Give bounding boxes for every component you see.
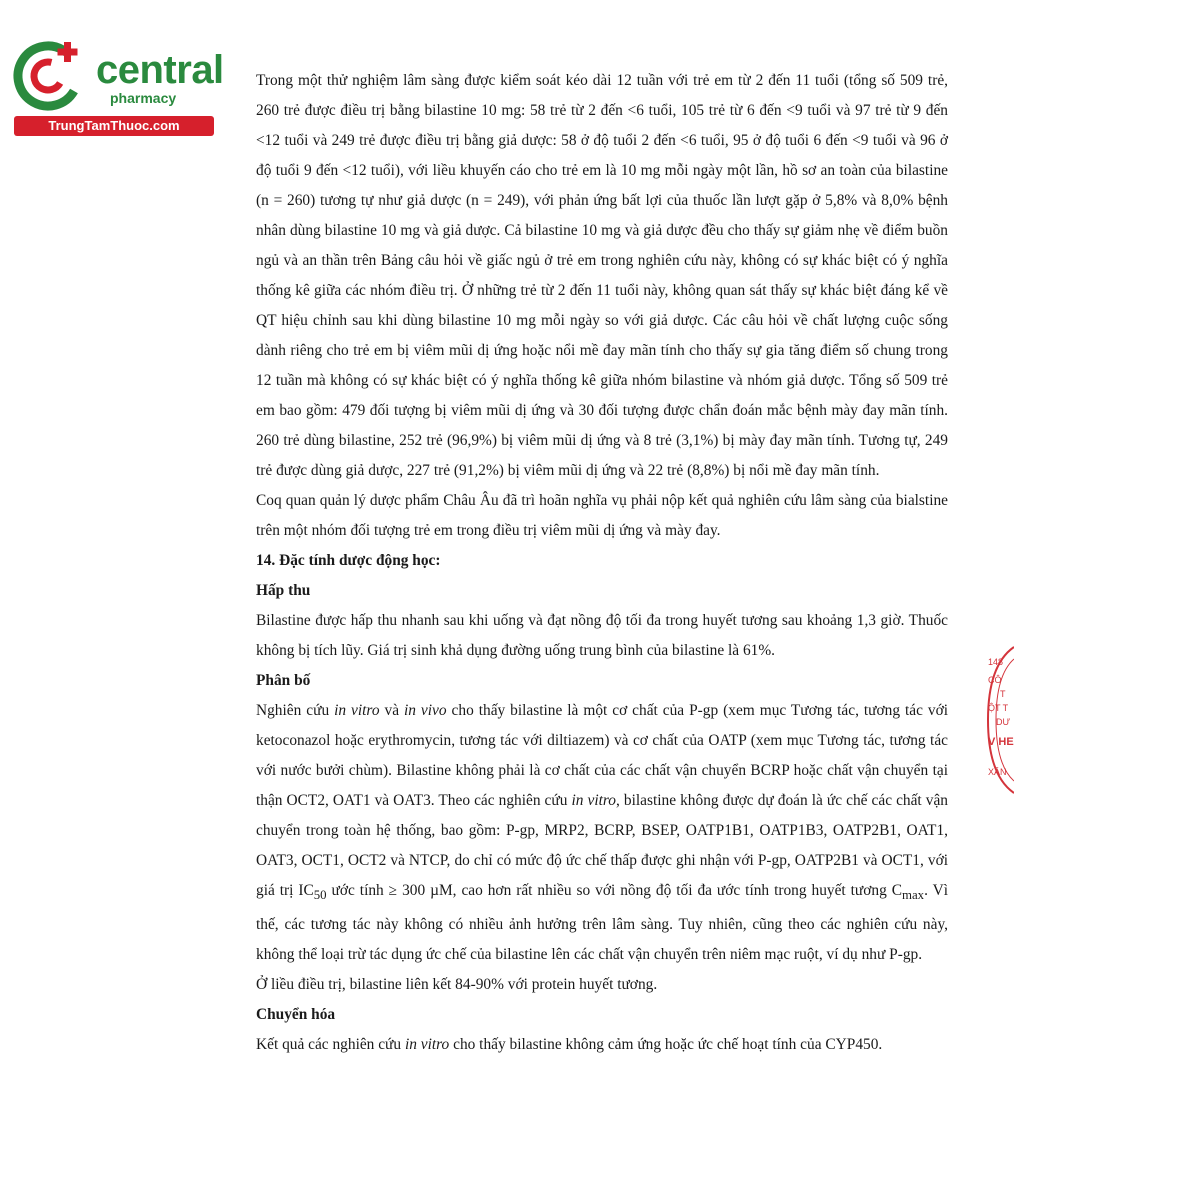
logo-brand-name: central (96, 48, 224, 92)
subheading-absorption: Hấp thu (256, 582, 311, 599)
stamp-text: V HE (988, 736, 1014, 748)
section-heading-pharmacokinetics: 14. Đặc tính dược động học: (256, 552, 441, 569)
italic-term: in vitro (334, 702, 380, 719)
text-run: cho thấy bilastine là một cơ chất của P-gp (xem mục Tương tác, tương tác với ketoconazol hoặc erythromycin, tương tác với diltiazem) và cơ chất của OATP (xem mục Tương tác, tương tác với nước bưởi chùm). Bilastine không phải là cơ chất của các chất vận chuyển BCRP hoặc chất vận chuyển tại thận OCT2, OAT1 và OAT3. Theo các nghiên cứu (256, 702, 948, 809)
italic-term: in vitro (404, 1036, 450, 1054)
paragraph-distribution (256, 696, 948, 970)
paragraph-pediatric-trial: Trong một thử nghiệm lâm sàng được kiểm soát kéo dài 12 tuần với trẻ em từ 2 đến 11 tuổi (tổng số 509 trẻ, 260 trẻ được điều trị bằng bilastine 10 mg: 58 trẻ từ 2 đến <6 tuổi, 105 trẻ từ 6 đến <9 tuổi và 97 trẻ từ 9 đến <12 tuổi và 249 trẻ được điều trị bằng giả dược: 58 ở độ tuổi 2 đến <6 tuổi, 95 ở độ tuổi 6 đến <9 tuổi và 96 ở độ tuổi 9 đến <12 tuổi), với liều khuyến cáo cho trẻ em là 10 mg mỗi ngày một lần, hồ sơ an toàn của bilastine (n = 260) tương tự như giả dược (n = 249), với phản ứng bất lợi của thuốc lần lượt gặp ở 5,8% và 8,0% bệnh nhân dùng bilastine 10 mg và giả dược. Cả bilastine 10 mg và giả dược đều cho thấy sự giảm nhẹ về điểm buồn ngủ và an thần trên Bảng câu hỏi về giấc ngủ ở trẻ em trong nghiên cứu này, không có sự khác biệt có ý nghĩa thống kê giữa các nhóm điều trị. Ở những trẻ từ 2 đến 11 tuổi này, không quan sát thấy sự khác biệt đáng kể về QT hiệu chỉnh sau khi dùng bilastine 10 mg mỗi ngày so với giả dược. Các câu hỏi về chất lượng cuộc sống dành riêng cho trẻ em bị viêm mũi dị ứng hoặc nổi mề đay mãn tính cho thấy sự gia tăng điểm số chung trong 12 tuần mà không có sự khác biệt có ý nghĩa thống kê giữa nhóm bilastine và nhóm giả dược. Tổng số 509 trẻ em bao gồm: 479 đối tượng bị viêm mũi dị ứng và 30 đối tượng được chẩn đoán mắc bệnh mày đay mãn tính. 260 trẻ dùng bilastine, 252 trẻ (96,9%) bị viêm mũi dị ứng và 8 trẻ (3,1%) bị mày đay mãn tính. Tương tự, 249 trẻ được dùng giả dược, 227 trẻ (91,2%) bị viêm mũi dị ứng và 22 trẻ (8,8%) bị nổi mề đay mãn tính. (256, 72, 948, 479)
italic-term: in vitro (571, 792, 617, 809)
paragraph-absorption: Bilastine được hấp thu nhanh sau khi uống và đạt nồng độ tối đa trong huyết tương sau khoảng 1,3 giờ. Thuốc không bị tích lũy. Giá trị sinh khả dụng đường uống trung bình của bilastine là 61%. (256, 612, 948, 659)
paragraph-ema-deferral: Coq quan quản lý dược phẩm Châu Âu đã trì hoãn nghĩa vụ phải nộp kết quả nghiên cứu lâm sàng của bialstine trên một nhóm đối tượng trẻ em trong điều trị viêm mũi dị ứng và mày đay. (256, 492, 948, 539)
subheading-distribution: Phân bố (256, 672, 311, 689)
text-run: . Vì thế, các tương tác này không có nhiều ảnh hưởng trên lâm sàng. Tuy nhiên, cũng theo các nghiên cứu này, không thể loại trừ tác dụng ức chế của bilastine lên các chất vận chuyển trên niêm mạc ruột, ví dụ như P-gp. (256, 882, 948, 964)
document-body (256, 66, 948, 1060)
stamp-text: CÔ (988, 675, 1002, 685)
text-run: và (379, 702, 404, 719)
italic-term: in vivo (404, 702, 447, 719)
stamp-text: 148 (988, 657, 1004, 667)
subscript: 50 (313, 888, 327, 903)
logo-mark-icon (10, 36, 94, 114)
red-stamp-fragment (984, 645, 1014, 795)
logo-website-link[interactable]: TrungTamThuoc.com (14, 116, 214, 136)
stamp-text: ỘT T (988, 703, 1009, 713)
stamp-text: DƯ (996, 717, 1011, 727)
text-run: ước tính ≥ 300 µM, cao hơn rất nhiều so với nồng độ tối đa ước tính trong huyết tương C (326, 882, 902, 899)
logo-subtitle: pharmacy (110, 90, 177, 106)
subheading-metabolism: Chuyển hóa (256, 1006, 336, 1024)
paragraph-metabolism (256, 1030, 948, 1060)
text-run: cho thấy bilastine không cảm ứng hoặc ức chế hoạt tính của CYP450. (449, 1036, 883, 1054)
stamp-text: XÂN (988, 767, 1007, 777)
subscript: max (902, 888, 925, 903)
text-run: Nghiên cứu (256, 702, 335, 719)
text-run: Kết quả các nghiên cứu (256, 1036, 405, 1054)
text-run: , bilastine không được dự đoán là ức chế các chất vận chuyển trong toàn hệ thống, bao gồm: P-gp, MRP2, BCRP, BSEP, OATP1B1, OATP1B3, OATP2B1, OAT1, OAT3, OCT1, OCT2 và NTCP, do chỉ có mức độ ức chế thấp được ghi nhận với P-gp, OATP2B1 và OCT1, với giá trị IC (256, 792, 948, 899)
paragraph-protein-binding: Ở liều điều trị, bilastine liên kết 84-90% với protein huyết tương. (256, 976, 658, 994)
central-pharmacy-logo (10, 36, 224, 136)
stamp-text: T (1000, 689, 1006, 699)
